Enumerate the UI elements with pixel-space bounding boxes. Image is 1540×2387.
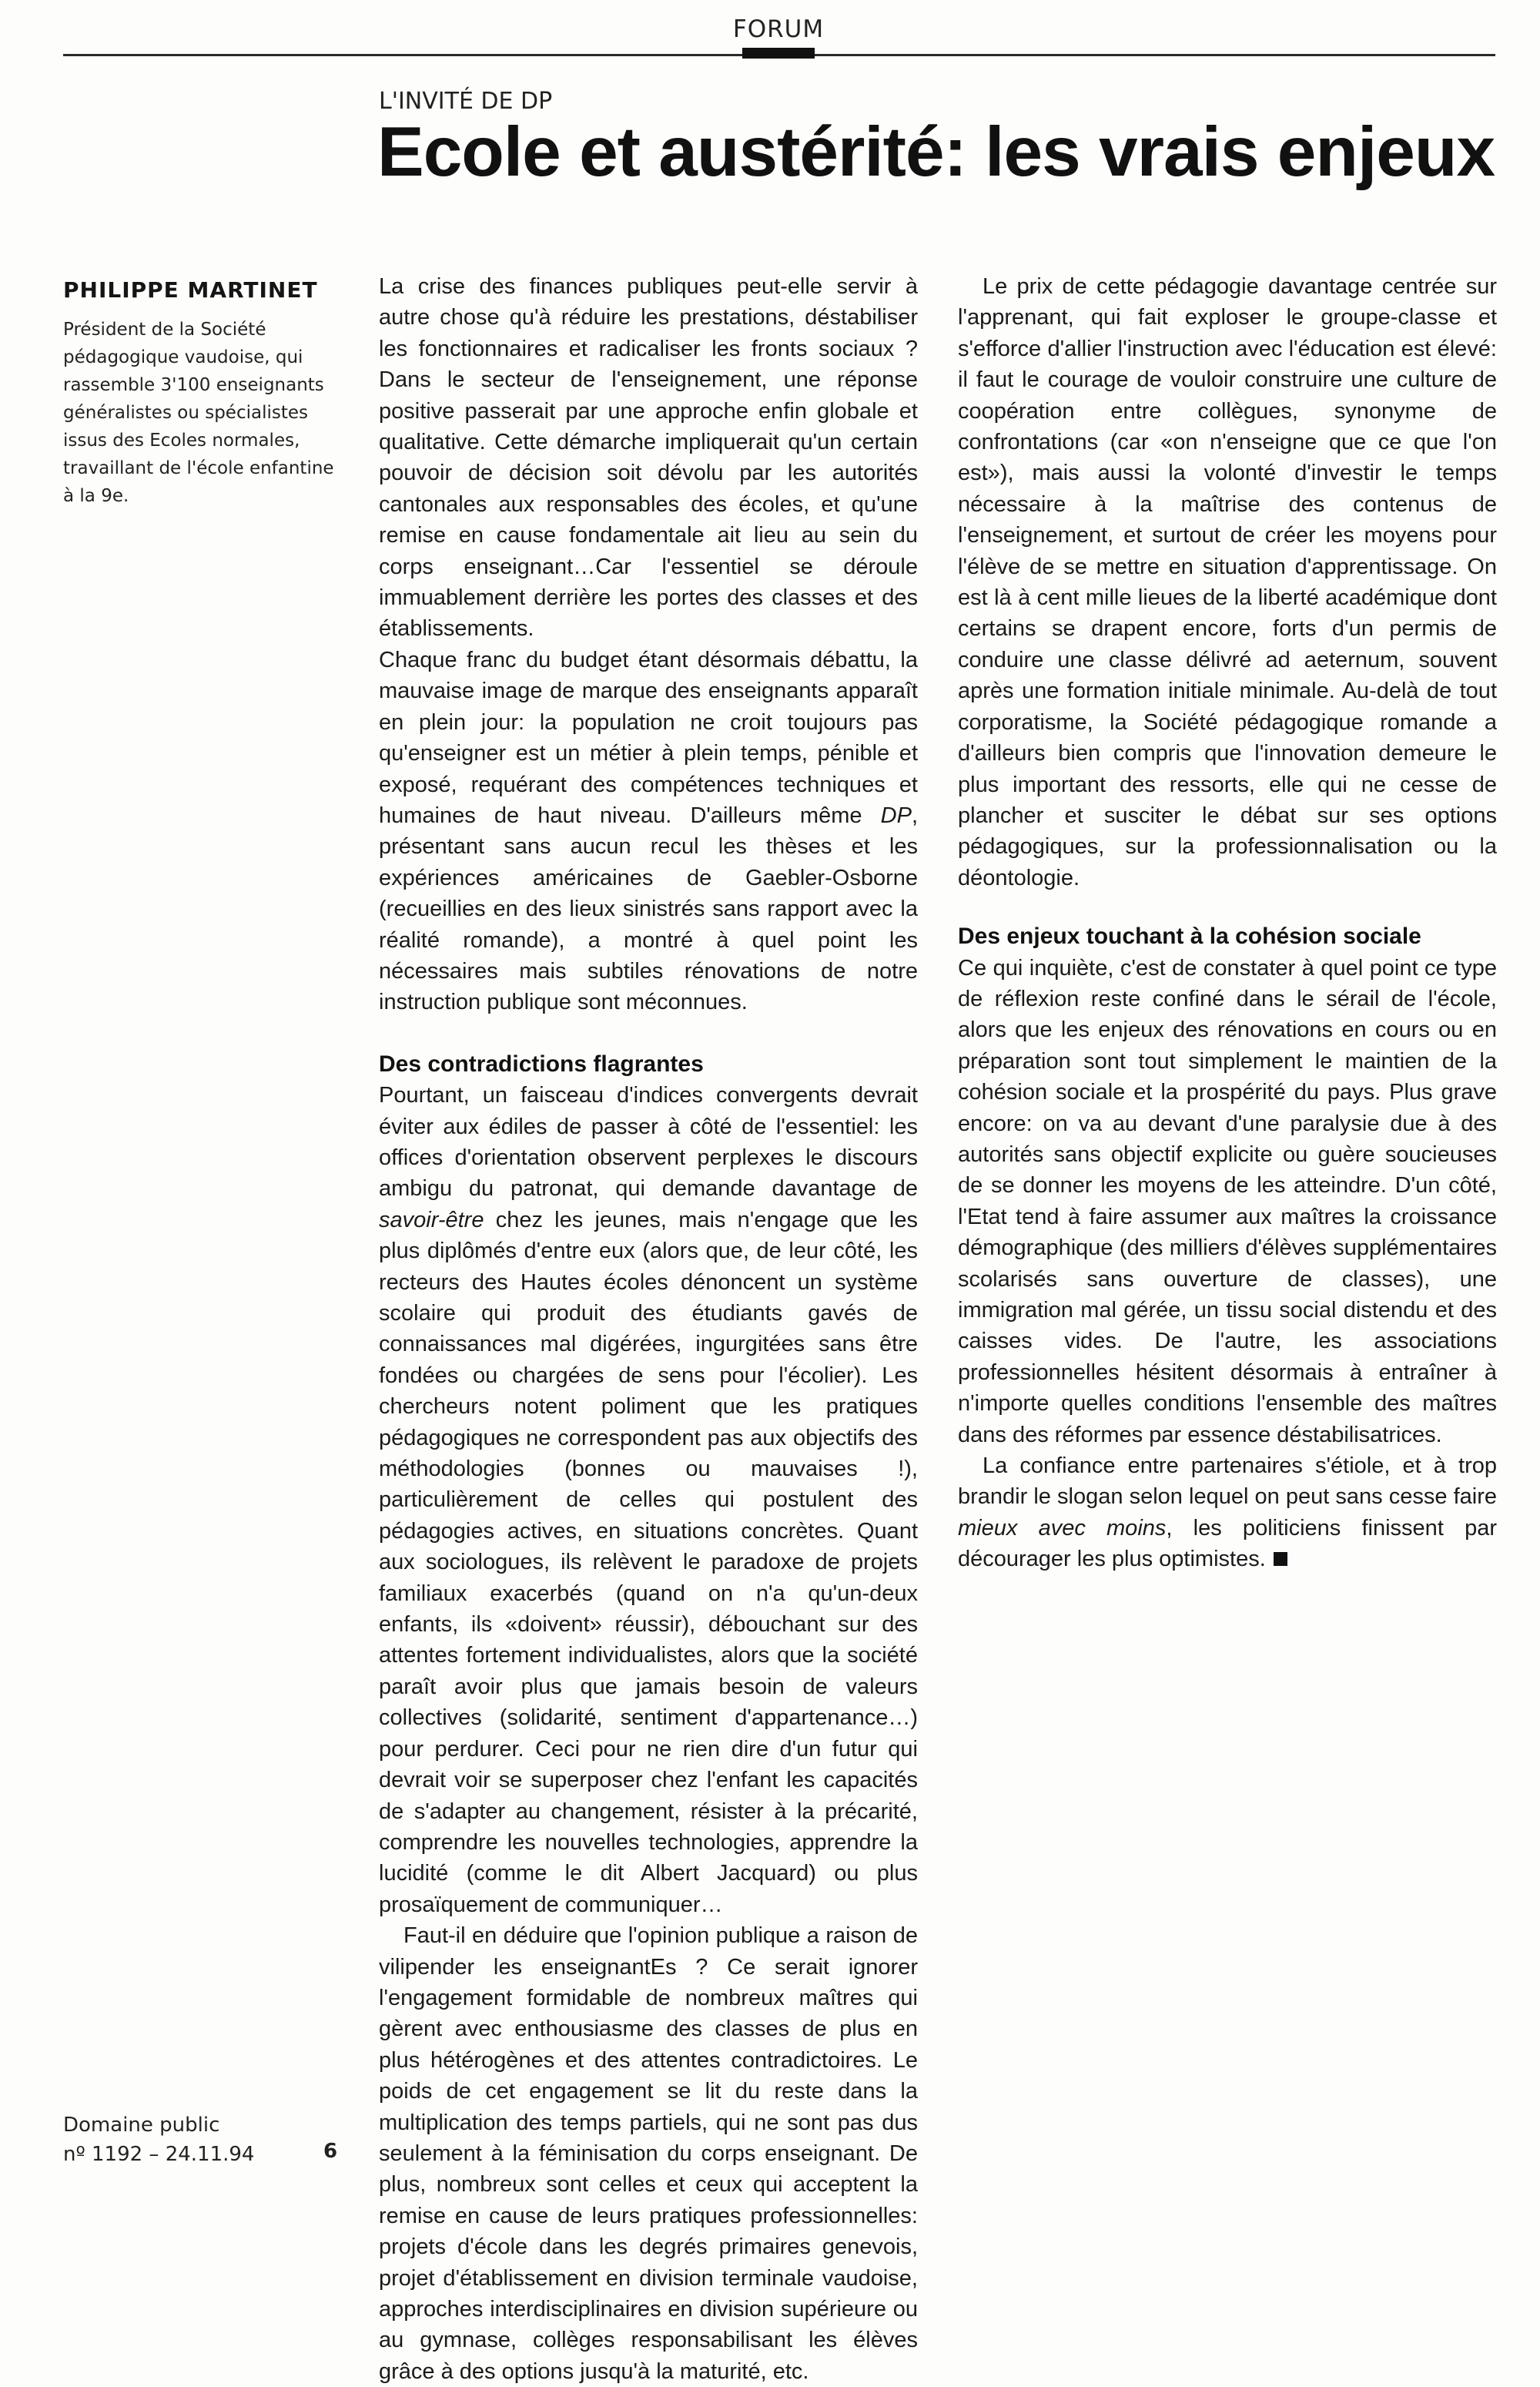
article-column-2 xyxy=(958,271,1497,1575)
issue-number: nº 1192 – 24.11.94 xyxy=(63,2143,255,2166)
paragraph: Faut-il en déduire que l'opinion publique a raison de vilipender les enseignantEs ? Ce serait ignorer l'engagement formidable de nombreux maîtres qui gèrent avec enthousiasme des classes de plus en plus hétérogènes et des attentes contradictoires. Le poids de cet engagement se lit du reste dans la multiplication des temps partiels, qui ne sont pas dus seulement à la féminisation du corps enseignant. De plus, nombreux sont celles et ceux qui acceptent la remise en cause de leurs pratiques professionnelles: projets d'école dans les degrés primaires genevois, projet d'établissement en division terminale vaudoise, approches interdisciplinaires en division supérieure ou au gymnase, collèges responsabilisant les élèves grâce à des options jusqu'à la maturité, etc. xyxy=(379,1923,918,2384)
publication-name: Domaine public xyxy=(63,2114,220,2137)
paragraph: Pourtant, un faisceau d'indices convergents devrait éviter aux édiles de passer à côté de l'essentiel: les offices d'orientation observent perplexes le discours ambigu du patronat, qui demande davantage de savoir-être chez les jeunes, mais n'engage que les plus diplômés d'entre eux (alors que, de leur côté, les recteurs des Hautes écoles dénoncent un système scolaire qui produit des étudiants gavés de connaissances mal digérées, ingurgitées sans être fondées ou chargées de sens pour l'écolier). Les chercheurs notent poliment que les pratiques pédagogiques ne correspondent pas aux objectifs des méthodologies (bonnes ou mauvaises !), particulièrement de celles qui postulent des pédagogies actives, en situations concrètes. Quant aux sociologues, ils relèvent le paradoxe de projets familiaux exacerbés (quand on n'a qu'un-deux enfants, ils «doivent» réussir), débouchant sur des attentes fortement individualistes, alors que la société paraît avoir plus que jamais besoin de valeurs collectives (solidarité, sentiment d'appartenance…) pour perdurer. Ceci pour ne rien dire d'un futur qui devrait voir se superposer chez l'enfant les capacités de s'adapter au changement, résister à la précarité, comprendre les nouvelles technologies, apprendre la lucidité (comme le dit Albert Jacquard) ou plus prosaïquement de communiquer… xyxy=(379,1083,918,1917)
article-kicker: L'INVITÉ DE DP xyxy=(379,88,553,115)
paragraph: Ce qui inquiète, c'est de constater à quel point ce type de réflexion reste confiné dans le sérail de l'école, alors que les enjeux des rénovations en cours ou en préparation sont tout simplement le maintien de la cohésion sociale et la prospérité du pays. Plus grave encore: on va au devant d'une paralysie due à des autorités sans objectif explicite ou guère soucieuses de se donner les moyens de les atteindre. D'un côté, l'Etat tend à faire assumer aux maîtres la croissance démographique (des milliers d'élèves supplémentaires scolarisés sans ouverture de classes), une immigration mal gérée, un tissu social distendu et des caisses vides. De l'autre, les associations professionnelles hésitent désormais à entraîner à n'importe quelles conditions l'ensemble des maîtres dans des réformes par essence déstabilisatrices. xyxy=(958,955,1497,1447)
paragraph: Le prix de cette pédagogie davantage centrée sur l'apprenant, qui fait exploser le groupe-classe et s'efforce d'allier l'instruction avec l'éducation est élevé: il faut le courage de vouloir construire une culture de coopération entre collègues, synonyme de confrontations (car «on n'enseigne que ce que l'on est»), mais aussi la volonté d'investir le temps nécessaire à la maîtrise des contenus de l'enseignement, et surtout de créer les moyens pour l'élève de se mettre en situation d'apprentissage. On est là à cent mille lieues de la liberté académique dont certains se drapent encore, forts d'un permis de conduire une classe délivré ad aeternum, souvent après une formation initiale minimale. Au-delà de tout corporatisme, la Société pédagogique romande a d'ailleurs bien compris que l'innovation demeure le plus important des ressorts, elle qui ne cesse de plancher et susciter le débat sur ses options pédagogiques, sur la professionnalisation ou la déontologie. xyxy=(958,274,1497,890)
author-bio: Président de la Société pédagogique vaudoise, qui rassemble 3'100 enseignants généralistes ou spécialistes issus des Ecoles normales, travaillant de l'école enfantine à la 9e. xyxy=(63,320,334,506)
author-name: PHILIPPE MARTINET xyxy=(63,277,318,303)
paragraph: La crise des finances publiques peut-elle servir à autre chose qu'à réduire les prestations, déstabiliser les fonctionnaires et radicaliser les fronts sociaux ? Dans le secteur de l'enseignement, une réponse positive passerait par une approche enfin globale et qualitative. Cette démarche impliquerait qu'un certain pouvoir de décision soit dévolu par les autorités cantonales aux responsables des écoles, et qu'une remise en cause fondamentale ait lieu au sein du corps enseignant…Car l'essentiel se déroule immuablement derrière les portes des classes et des établissements. xyxy=(379,274,918,642)
section-label: FORUM xyxy=(732,15,825,43)
article-title: Ecole et austérité: les vrais enjeux xyxy=(377,113,1495,191)
paragraph: Chaque franc du budget étant désormais débattu, la mauvaise image de marque des enseignants apparaît en plein jour: la population ne croit toujours pas qu'enseigner est un métier à plein temps, pénible et exposé, requérant des compétences techniques et humaines de haut niveau. D'ailleurs même DP, présentant sans aucun recul les thèses et les expériences américaines de Gaebler-Osborne (recueillies en des lieux sinistrés sans rapport avec la réalité romande), a montré à quel point les nécessaires mais subtiles rénovations de notre instruction publique sont méconnues. xyxy=(379,647,918,1015)
paragraph: La confiance entre partenaires s'étiole, et à trop brandir le slogan selon lequel on peut sans cesse faire mieux avec moins, les politiciens finissent par décourager les plus optimistes. xyxy=(958,1453,1497,1572)
subheading: Des contradictions flagrantes xyxy=(379,1051,704,1077)
subheading: Des enjeux touchant à la cohésion sociale xyxy=(958,924,1421,950)
section-tab-marker xyxy=(742,48,815,59)
page-number: 6 xyxy=(323,2140,338,2163)
article-column-1 xyxy=(379,271,918,2387)
end-of-article-mark xyxy=(1274,1552,1287,1566)
publication-info xyxy=(63,2110,254,2169)
